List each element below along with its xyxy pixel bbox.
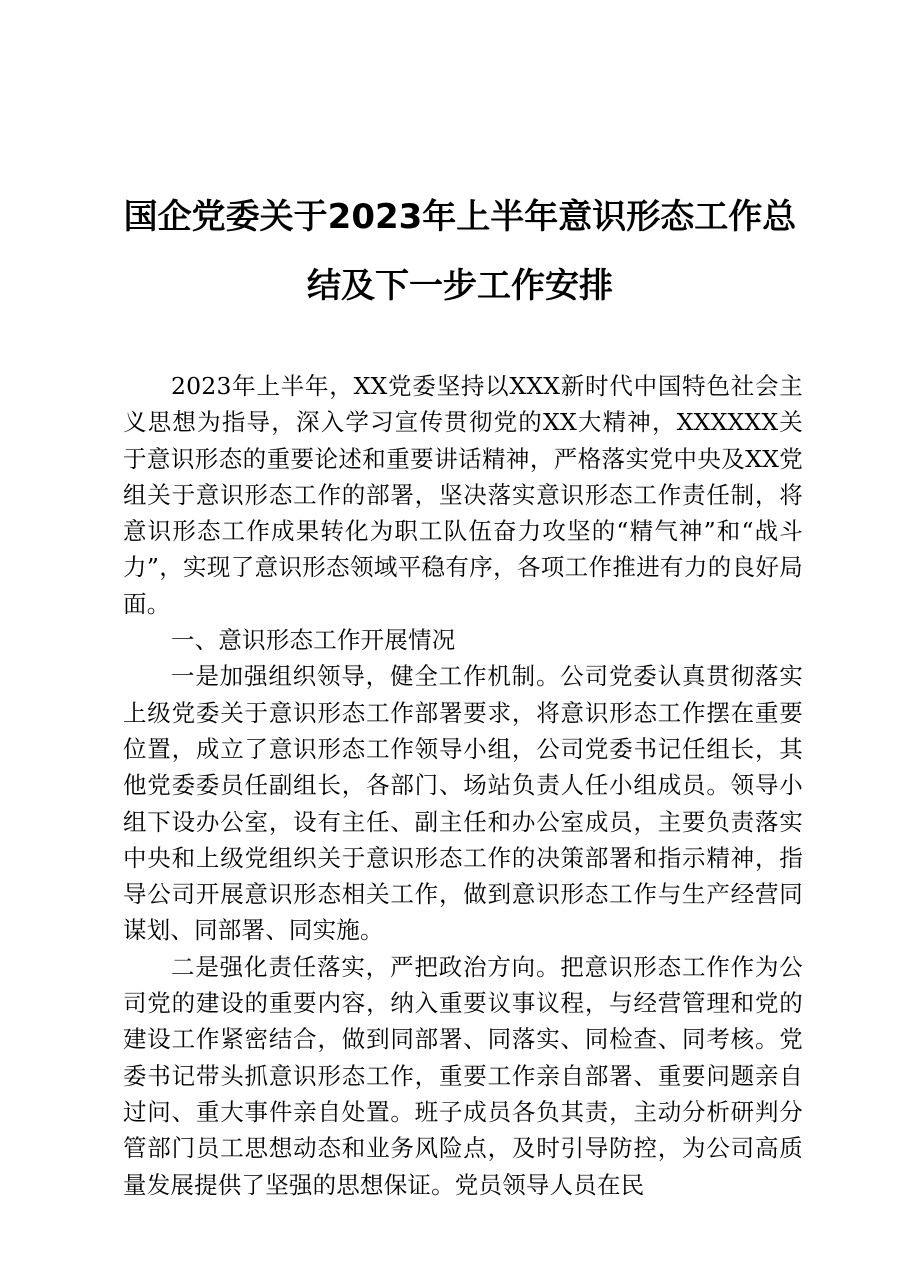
paragraph-item-1: 一是加强组织领导，健全工作机制。公司党委认真贯彻落实上级党委关于意识形态工作部署要求，将意识形态工作摆在重要位置，成立了意识形态工作领导小组，公司党委书记任组长，其他党委委员任副组长，各部门、场站负责人任小组成员。领导小组下设办公室，设有主任、副主任和办公室成员，主要负责落实中央和上级党组织关于意识形态工作的决策部署和指示精神，指导公司开展意识形态相关工作，做到意识形态工作与生产经营同谋划、同部署、同实施。: [123, 662, 803, 945]
paragraph-intro: 2023年上半年，XX党委坚持以XXX新时代中国特色社会主义思想为指导，深入学习宣传贯彻党的XX大精神，XXXXXX关于意识形态的重要论述和重要讲话精神，严格落实党中央及XX党组关于意识形态工作的部署，坚决落实意识形态工作责任制，将意识形态工作成果转化为职工队伍奋力攻坚的“精气神”和“战斗力”，实现了意识形态领域平稳有序，各项工作推进有力的良好局面。: [123, 372, 803, 618]
document-body: [123, 368, 803, 1203]
document-title-line-2: 结及下一步工作安排: [307, 266, 613, 306]
section-heading: 一、意识形态工作开展情况: [171, 626, 456, 655]
paragraph-item-2: 二是强化责任落实，严把政治方向。把意识形态工作作为公司党的建设的重要内容，纳入重要议事议程，与经营管理和党的建设工作紧密结合，做到同部署、同落实、同检查、同考核。党委书记带头抓意识形态工作，重要工作亲自部署、重要问题亲自过问、重大事件亲自处置。班子成员各负其责，主动分析研判分管部门员工思想动态和业务风险点，及时引导防控，为公司高质量发展提供了坚强的思想保证。党员领导人员在民: [123, 952, 803, 1199]
document-title-line-1: 国企党委关于2023年上半年意识形态工作总: [123, 197, 797, 237]
